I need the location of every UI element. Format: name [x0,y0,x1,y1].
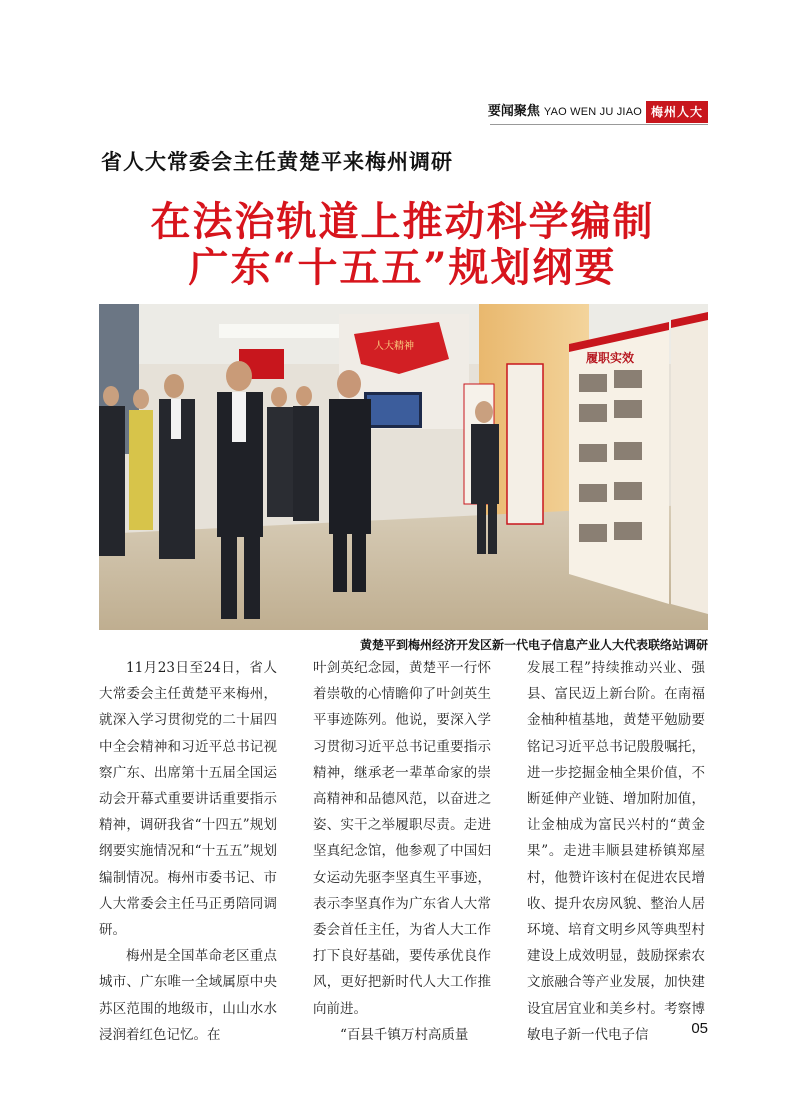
photo-caption: 黄楚平到梅州经济开发区新一代电子信息产业人大代表联络站调研 [359,638,708,652]
board-title: 履职实效 [586,351,635,365]
section-pinyin: YAO WEN JU JIAO [543,106,642,118]
section-header [488,101,708,123]
paragraph: 11月23日至24日，省人大常委会主任黄楚平来梅州，就深入学习贯彻党的二十届四中全会精神和习近平总书记视察广东、出席第十五届全国运动会开幕式重要讲话重要指示精神，调研我省“十四五”规划纲要实施情况和“十五五”规划编制情况。梅州市委书记、市人大常委会主任马正勇陪同调研。 [99,660,277,939]
brand-logo: 梅州人大 [646,101,708,123]
section-name: 要闻聚焦 [487,104,540,119]
paragraph: 叶剑英纪念园，黄楚平一行怀着崇敬的心情瞻仰了叶剑英生平事迹陈列。他说，要深入学习贯彻习近平总书记重要指示精神，继承老一辈革命家的崇高精神和品德风范，以奋进之姿、实干之举履职尽责。走进坚真纪念馆，他参观了中国妇女运动先驱李坚真生平事迹，表示李坚真作为广东省人大常委会首任主任，为省人大工作打下良好基础，要传承优良作风，更好把新时代人大工作推向前进。 [313,660,491,1017]
body-column-1 [99,655,277,1048]
body-column-2 [313,655,491,1048]
banner-text: 人大精神 [374,341,414,352]
headline-line-2: 广东“十五五”规划纲要 [188,244,617,291]
headline-line-1: 在法治轨道上推动科学编制 [150,198,655,245]
page-number: 05 [691,1020,708,1037]
paragraph: “百县千镇万村高质量 [340,1026,469,1043]
header-rule [490,124,708,125]
body-column-3 [527,655,705,1048]
paragraph: 梅州是全国革命老区重点城市、广东唯一全域属原中央苏区范围的地级市，山山水水浸润着红色记忆。在 [99,948,277,1043]
news-photo [99,304,708,630]
article-subtitle: 省人大常委会主任黄楚平来梅州调研 [101,150,453,174]
paragraph: 发展工程”持续推动兴业、强县、富民迈上新台阶。在南福金柚种植基地，黄楚平勉励要铭记习近平总书记殷殷嘱托，进一步挖掘金柚全果价值，不断延伸产业链、增加附加值，让金柚成为富民兴村的“黄金果”。走进丰顺县建桥镇郑屋村，他赞许该村在促进农民增收、提升农房风貌、整治人居环境、培育文明乡风等典型村建设上成效明显，鼓励探索农文旅融合等产业发展，加快建设宜居宜业和美乡村。考察博敏电子新一代电子信 [527,660,705,1043]
